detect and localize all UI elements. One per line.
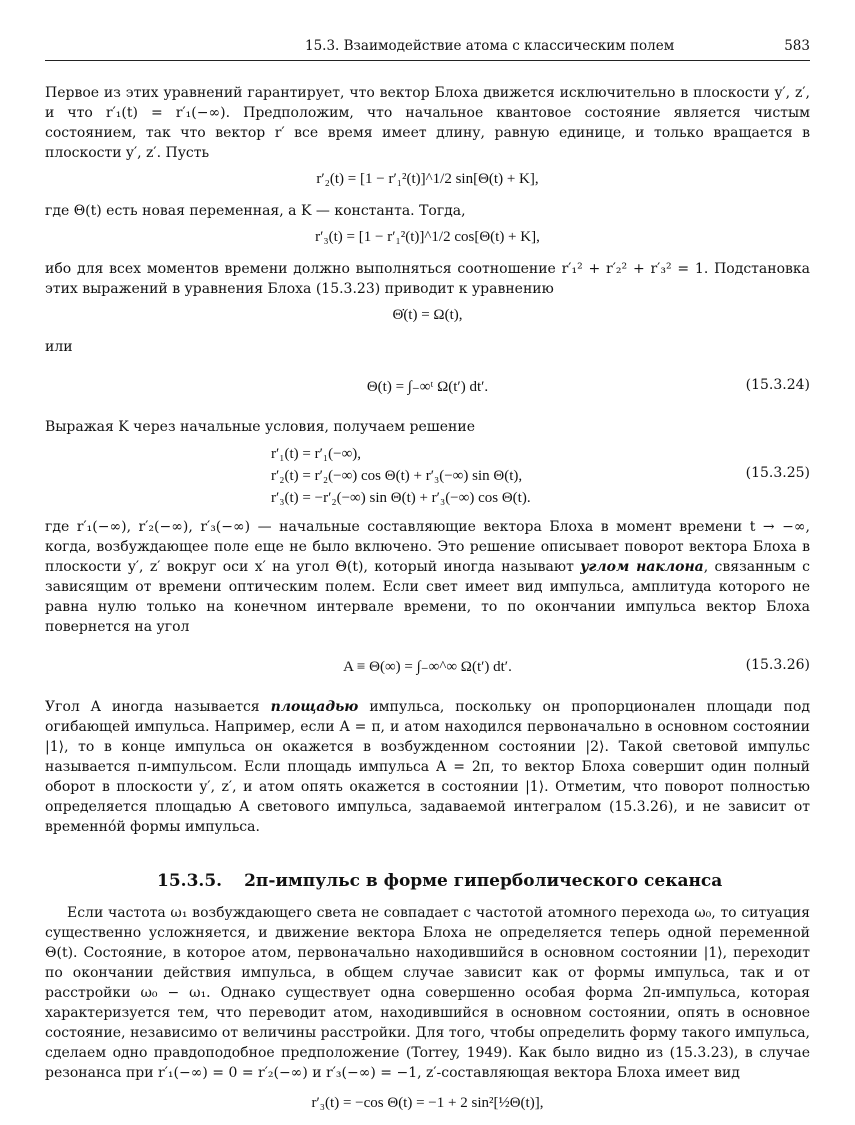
text-run: , связанным с зависящим от времени оптическим полем. Если свет имеет вид импульса, амплитуда которого не равна нулю только на конечном интервале времени, то по окончании импульса вектор Блоха повернется на угол bbox=[45, 559, 810, 635]
section-heading bbox=[45, 871, 810, 891]
equation-15-3-26-number: (15.3.26) bbox=[745, 657, 810, 673]
page bbox=[45, 38, 810, 1125]
equation-15-3-25-lines bbox=[271, 443, 531, 509]
equation-line: r′₂(t) = r′₂(−∞) cos Θ(t) + r′₃(−∞) sin Θ(t), bbox=[271, 468, 523, 484]
section-title-text: 2π-импульс в форме гиперболического секанса bbox=[244, 871, 723, 891]
paragraph-detuning: Если частота ω₁ возбуждающего света не совпадает с частотой атомного перехода ω₀, то ситуация существенно усложняется, и движение вектора Блоха не определяется теперь одной переменной Θ(t). Состояние, в которое атом, первоначально находившийся в основном состоянии |1⟩, переходит по окончании действия импульса, в общем случае зависит как от формы импульса, так и от расстройки ω₀ − ω₁. Однако существует одна совершенно особая форма 2π-импульса, которая характеризуется тем, что переводит атом, находившийся в основном состоянии, опять в основное состояние, независимо от величины расстройки. Для того, чтобы определить форму такого импульса, сделаем одно правдоподобное предположение (Torrey, 1949). Как было видно из (15.3.23), в случае резонанса при r′₁(−∞) = 0 = r′₂(−∞) и r′₃(−∞) = −1, z′-составляющая вектора Блоха имеет вид bbox=[45, 905, 810, 1081]
paragraph-bloch-plane: Первое из этих уравнений гарантирует, что вектор Блоха движется исключительно в плоскости y′, z′, и что r′₁(t) = r′₁(−∞). Предположим, что начальное квантовое состояние является чистым состоянием, так что вектор r′ все время имеет длину, равную единице, и только вращается в плоскости y′, z′. Пусть bbox=[45, 85, 810, 161]
equation-r3-body: r′₃(t) = [1 − r′₁²(t)]^1/2 cos[Θ(t) + K], bbox=[315, 229, 540, 245]
paragraph-or: или bbox=[45, 339, 73, 355]
emphasis-term: площадью bbox=[270, 699, 359, 715]
equation-r2 bbox=[45, 171, 810, 193]
equation-theta-dot bbox=[45, 307, 810, 329]
paragraph-initial-conditions: Выражая K через начальные условия, получаем решение bbox=[45, 419, 475, 435]
paragraph-rotation bbox=[45, 517, 810, 637]
text-run: Угол A иногда называется bbox=[45, 699, 271, 715]
equation-15-3-25 bbox=[45, 443, 810, 509]
equation-r3-resonance-body: r′₃(t) = −cos Θ(t) = −1 + 2 sin²[½Θ(t)], bbox=[311, 1095, 544, 1111]
equation-15-3-24-number: (15.3.24) bbox=[745, 377, 810, 393]
text-run: где r′₁(−∞), r′₂(−∞), r′₃(−∞) — начальные составляющие вектора Блоха в момент времени t → −∞, когда, возбуждающее поле еще не было включено. Это решение описывает поворот вектора Блоха в плоскости y′, z′ вокруг оси x′ на угол Θ(t), который иногда называют bbox=[45, 519, 810, 575]
equation-r3 bbox=[45, 229, 810, 251]
text-run: импульса, поскольку он пропорционален площади под огибающей импульса. Например, если A = π, и атом находился первоначально в основном состоянии |1⟩, то в конце импульса он окажется в возбужденном состоянии |2⟩. Такой световой импульс называется π-импульсом. Если площадь импульса A = 2π, то вектор Блоха совершит один полный оборот в плоскости y′, z′, и атом опять окажется в состоянии |1⟩. Отметим, что поворот полностью определяется площадью A светового импульса, задаваемой интегралом (15.3.26), и не зависит от временнóй формы импульса. bbox=[45, 699, 810, 835]
emphasis-term: углом наклона bbox=[580, 559, 704, 575]
page-number: 583 bbox=[784, 38, 810, 54]
equation-line: r′₃(t) = −r′₂(−∞) sin Θ(t) + r′₃(−∞) cos Θ(t). bbox=[271, 490, 531, 506]
paragraph-pulse-area bbox=[45, 697, 810, 837]
equation-theta-dot-body: Θ̇(t) = Ω(t), bbox=[392, 307, 463, 323]
section-running-title: 15.3. Взаимодействие атома с классическим полем bbox=[304, 38, 675, 54]
equation-15-3-24-body: Θ(t) = ∫₋∞ᵗ Ω(t′) dt′. bbox=[366, 379, 489, 395]
equation-15-3-25-number: (15.3.25) bbox=[745, 465, 810, 481]
equation-r3-resonance bbox=[45, 1095, 810, 1117]
section-number: 15.3.5. bbox=[157, 871, 223, 891]
paragraph-new-variable: где Θ(t) есть новая переменная, а K — константа. Тогда, bbox=[45, 203, 466, 219]
equation-line: r′₁(t) = r′₁(−∞), bbox=[271, 446, 362, 462]
equation-15-3-26-body: A ≡ Θ(∞) = ∫₋∞^∞ Ω(t′) dt′. bbox=[343, 659, 512, 675]
equation-15-3-24 bbox=[45, 365, 810, 409]
paragraph-normalization: ибо для всех моментов времени должно выполняться соотношение r′₁² + r′₂² + r′₃² = 1. Подстановка этих выражений в уравнения Блоха (15.3.23) приводит к уравнению bbox=[45, 261, 810, 297]
equation-r2-body: r′₂(t) = [1 − r′₁²(t)]^1/2 sin[Θ(t) + K], bbox=[316, 171, 539, 187]
equation-15-3-26 bbox=[45, 645, 810, 689]
running-header bbox=[45, 38, 810, 61]
